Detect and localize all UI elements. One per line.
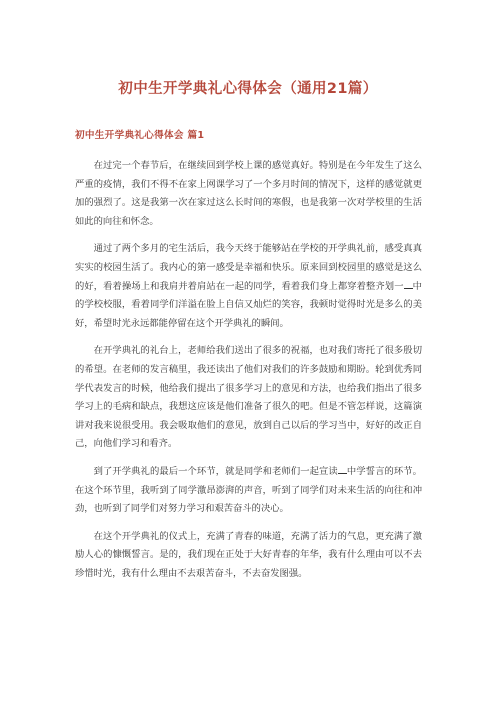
paragraph-2 bbox=[75, 240, 422, 333]
paragraph-text: 在开学典礼的礼台上，老师给我们送出了很多的祝福，也对我们寄托了很多殷切的希望。在老师的发言稿里，我还读出了他们对我们的许多鼓励和期盼。轮到优秀同学代表发言的时候，他给我们提出了很多学习上的意见和方法，也给我们指出了很多学习上的毛病和缺点，我想这应该是他们准备了很久的吧。但是不管怎样说，这篇演讲对我来说很受用。我会吸取他们的意见，放到自己以后的学习当中，好好的改正自己，向他们学习和看齐。 bbox=[75, 345, 422, 450]
section-heading: 初中生开学典礼心得体会 篇1 bbox=[75, 130, 205, 141]
paragraph-text: 到了开学典礼的最后一个环节，就是同学和老师们一起宣读 bbox=[93, 465, 338, 477]
paragraph-4 bbox=[75, 463, 422, 519]
paragraph-text: 在过完一个春节后，在继续回到学校上课的感觉真好。特别是在今年发生了这么严重的疫情，我们不得不在家上网课学习了一个多月时间的情况下，这样的感觉就更加的强烈了。这是我第一次在家过这么长时间的寒假，也是我第一次对学校里的生活如此的向往和怀念。 bbox=[75, 160, 422, 227]
underline-blank bbox=[404, 280, 413, 289]
paragraph-3 bbox=[75, 342, 422, 454]
paragraph-1 bbox=[75, 157, 422, 231]
document-body bbox=[75, 157, 422, 592]
paragraph-text: 中学誓言的环节。在这个环节里，我听到了同学激昂澎湃的声音，听到了同学们对未来生活的向往和冲劲，也听到了同学们对努力学习和艰苦奋斗的决心。 bbox=[75, 465, 422, 515]
underline-blank bbox=[338, 465, 347, 474]
paragraph-text: 中的学校校服，看着同学们洋溢在脸上自信又灿烂的笑容，我顿时觉得时光是多么的美好，希望时光永远都能停留在这个开学典礼的瞬间。 bbox=[75, 280, 422, 329]
paragraph-text: 通过了两个多月的宅生活后，我今天终于能够站在学校的开学典礼前，感受真真实实的校园生活了。我内心的第一感受是幸福和快乐。原来回到校园里的感觉是这么的好，看着操场上和我肩并着肩站在一起的同学，看着我们身上都穿着整齐划一 bbox=[75, 243, 422, 292]
document-title: 初中生开学典礼心得体会（通用21篇） bbox=[118, 81, 378, 97]
paragraph-text: 在这个开学典礼的仪式上，充满了青春的味道，充满了活力的气息，更充满了激励人心的慷慨誓言。是的，我们现在正处于大好青春的年华，我有什么理由可以不去珍惜时光，我有什么理由不去艰苦奋斗，不去奋发图强。 bbox=[75, 530, 422, 579]
paragraph-5 bbox=[75, 528, 422, 584]
